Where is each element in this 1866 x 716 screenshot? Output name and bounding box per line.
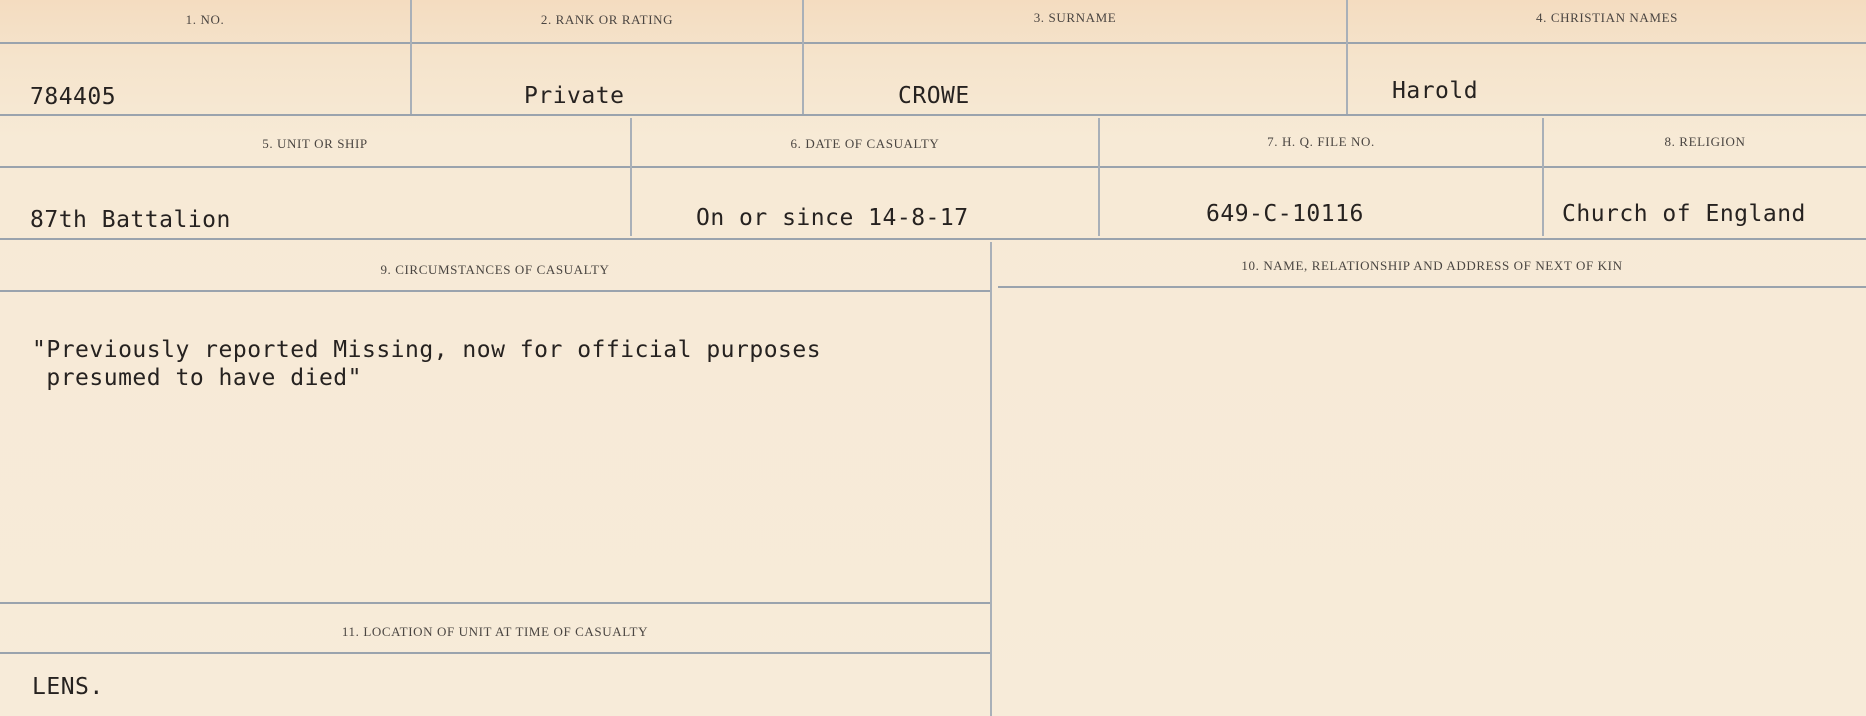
location-value: LENS.: [32, 674, 104, 700]
row1-divider-3: [1346, 0, 1348, 114]
circumstances-line-2: presumed to have died": [32, 365, 362, 391]
row1-bottom-rule: [0, 114, 1866, 116]
row2-divider-2: [1098, 118, 1100, 236]
unit-value: 87th Battalion: [30, 207, 231, 233]
row2-bottom-rule: [0, 238, 1866, 240]
label-surname: 3. SURNAME: [1033, 10, 1117, 25]
row2-divider-1: [630, 118, 632, 236]
row1-divider-2: [802, 0, 804, 114]
location-header-rule: [0, 652, 990, 654]
label-hq-file-number: 7. H. Q. FILE NO.: [1267, 134, 1375, 149]
label-circumstances: 9. CIRCUMSTANCES OF CASUALTY: [380, 262, 610, 277]
label-date-of-casualty: 6. DATE OF CASUALTY: [790, 136, 940, 151]
row1-header-rule: [0, 42, 1866, 44]
label-rank: 2. RANK OR RATING: [540, 12, 674, 27]
row1-divider-1: [410, 0, 412, 114]
label-location: 11. LOCATION OF UNIT AT TIME OF CASUALTY: [341, 624, 649, 639]
label-christian-names: 4. CHRISTIAN NAMES: [1536, 10, 1678, 25]
row2-header-rule: [0, 166, 1866, 168]
religion-value: Church of England: [1562, 201, 1806, 227]
next-of-kin-header-rule: [998, 286, 1866, 288]
hq-file-number-value: 649-C-10116: [1206, 201, 1364, 227]
label-next-of-kin: 10. NAME, RELATIONSHIP AND ADDRESS OF NEXT OF KIN: [1241, 258, 1623, 273]
row2-divider-3: [1542, 118, 1544, 236]
circumstances-header-rule: [0, 290, 990, 292]
christian-names-value: Harold: [1392, 78, 1479, 104]
surname-value: CROWE: [898, 83, 970, 109]
label-religion: 8. RELIGION: [1664, 134, 1746, 149]
date-of-casualty-value: On or since 14-8-17: [696, 205, 969, 231]
service-number: 784405: [30, 84, 117, 110]
rank-value: Private: [524, 83, 625, 109]
lower-section-divider: [990, 242, 992, 716]
circumstances-line-1: "Previously reported Missing, now for official purposes: [32, 337, 822, 363]
location-top-rule: [0, 602, 990, 604]
label-unit: 5. UNIT OR SHIP: [262, 136, 368, 151]
label-number: 1. NO.: [185, 12, 225, 27]
